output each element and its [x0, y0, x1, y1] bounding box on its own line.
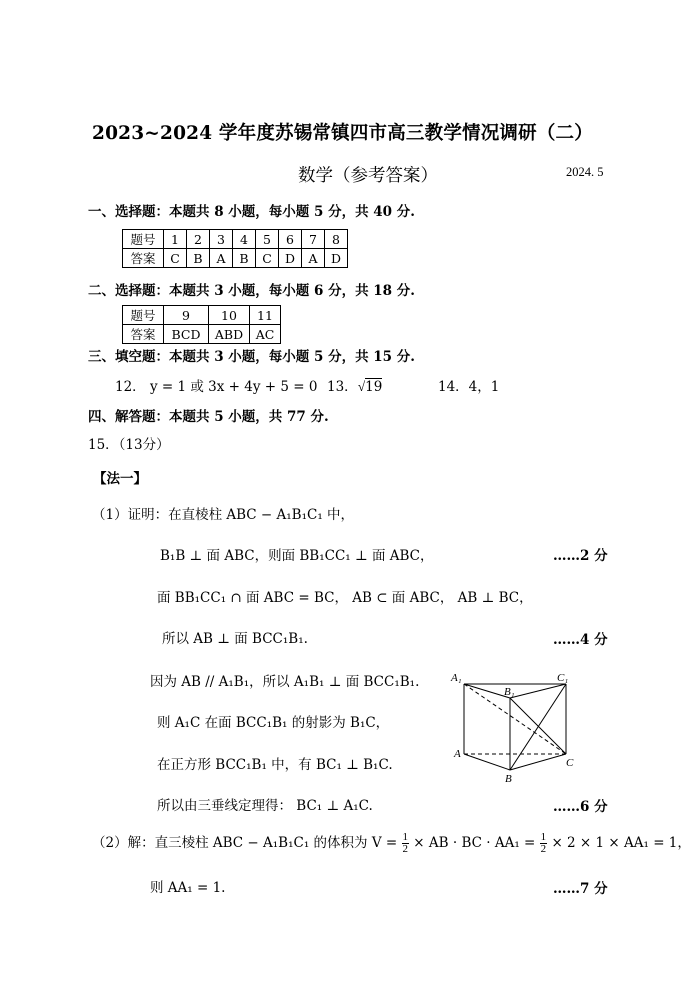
proof-line: 所以 AB ⊥ 面 BCC₁B₁.: [162, 631, 308, 647]
row-label: 答案: [123, 249, 164, 268]
score-mark: ……7 分: [553, 881, 608, 897]
method-label: 【法一】: [93, 471, 147, 487]
fraction-half: $\frac{1}{2}$: [402, 831, 408, 855]
answer-q14: 14．4，1: [438, 379, 500, 395]
proof-line: 在正方形 BCC₁B₁ 中，有 BC₁ ⊥ B₁C.: [157, 757, 393, 773]
table-cell: 4: [233, 230, 256, 249]
table-cell: C: [164, 249, 187, 268]
table-cell: AC: [250, 325, 281, 344]
segment-bc1: [510, 684, 566, 770]
table-cell: 5: [256, 230, 279, 249]
formula-text: （2）解：直三棱柱 ABC − A₁B₁C₁ 的体积为 V =: [92, 835, 398, 851]
answer-q12: 12． y = 1 或 3x + 4y + 5 = 0: [115, 379, 318, 395]
table-cell: A: [302, 249, 325, 268]
section2-heading: 二、选择题：本题共 3 小题，每小题 6 分，共 18 分.: [88, 283, 415, 299]
table-cell: D: [279, 249, 302, 268]
row-label: 题号: [123, 306, 164, 325]
proof-line: B₁B ⊥ 面 ABC，则面 BB₁CC₁ ⊥ 面 ABC，: [160, 548, 434, 564]
proof-line: 因为 AB // A₁B₁，所以 A₁B₁ ⊥ 面 BCC₁B₁.: [150, 674, 420, 690]
page-subtitle: 数学（参考答案）: [298, 166, 438, 186]
table-row: [123, 249, 348, 268]
answer-table-1: [122, 229, 348, 268]
vertex-label-a1: A₁: [451, 672, 462, 684]
table-cell: 7: [302, 230, 325, 249]
table-cell: B: [187, 249, 210, 268]
table-cell: 3: [210, 230, 233, 249]
segment-a1c-hidden: [464, 684, 566, 754]
table-cell: 9: [164, 306, 209, 325]
table-row: [123, 230, 348, 249]
row-label: 题号: [123, 230, 164, 249]
table-cell: BCD: [164, 325, 209, 344]
fraction-half: $\frac{1}{2}$: [540, 831, 547, 855]
page-title: 2023~2024 学年度苏锡常镇四市高三教学情况调研（二）: [92, 123, 593, 144]
formula-text: × AB · BC · AA₁ =: [413, 835, 536, 851]
table-cell: 2: [187, 230, 210, 249]
table-cell: C: [256, 249, 279, 268]
table-cell: A: [210, 249, 233, 268]
proof-line: 则 A₁C 在面 BCC₁B₁ 的射影为 B₁C，: [157, 715, 390, 731]
question-15-label: 15．（13分）: [88, 437, 170, 453]
table-cell: D: [325, 249, 348, 268]
section1-heading: 一、选择题：本题共 8 小题，每小题 5 分，共 40 分.: [88, 204, 415, 220]
table-cell: B: [233, 249, 256, 268]
proof-line: 所以由三垂线定理得： BC₁ ⊥ A₁C.: [157, 798, 373, 814]
segment-b1c: [510, 698, 566, 754]
table-row: [123, 325, 281, 344]
q13-radicand: 19: [365, 379, 383, 395]
answer-table-2: [122, 305, 281, 344]
score-mark: ……4 分: [553, 632, 608, 648]
table-cell: ABD: [209, 325, 250, 344]
vertex-label-c: C: [566, 757, 574, 769]
section4-heading: 四、解答题：本题共 5 小题，共 77 分.: [88, 409, 329, 425]
vertex-label-a: A: [454, 748, 461, 760]
table-cell: 11: [250, 306, 281, 325]
table-row: [123, 306, 281, 325]
proof-line: 则 AA₁ = 1.: [150, 880, 226, 896]
table-cell: 1: [164, 230, 187, 249]
table-cell: 10: [209, 306, 250, 325]
edge-b1c1: [510, 684, 566, 698]
vertex-label-b1: B₁: [504, 686, 515, 698]
q13-label: 13．: [327, 379, 358, 395]
answer-q13: 13．√19: [327, 379, 383, 395]
date: 2024. 5: [566, 165, 604, 179]
proof-intro: （1）证明：在直棱柱 ABC − A₁B₁C₁ 中，: [92, 507, 355, 523]
vertex-label-c1: C₁: [557, 672, 569, 684]
section3-heading: 三、填空题：本题共 3 小题，每小题 5 分，共 15 分.: [88, 349, 415, 365]
proof-line: 面 BB₁CC₁ ∩ 面 ABC = BC， AB ⊂ 面 ABC， AB ⊥ BC，: [157, 590, 533, 606]
formula-text: × 2 × 1 × AA₁ = 1，: [551, 835, 691, 851]
prism-figure: [448, 668, 590, 786]
score-mark: ……6 分: [553, 799, 608, 815]
score-mark: ……2 分: [553, 548, 608, 564]
row-label: 答案: [123, 325, 164, 344]
table-cell: 8: [325, 230, 348, 249]
volume-formula-line: [92, 832, 691, 855]
vertex-label-b: B: [505, 773, 512, 785]
table-cell: 6: [279, 230, 302, 249]
edge-ab: [464, 754, 510, 770]
